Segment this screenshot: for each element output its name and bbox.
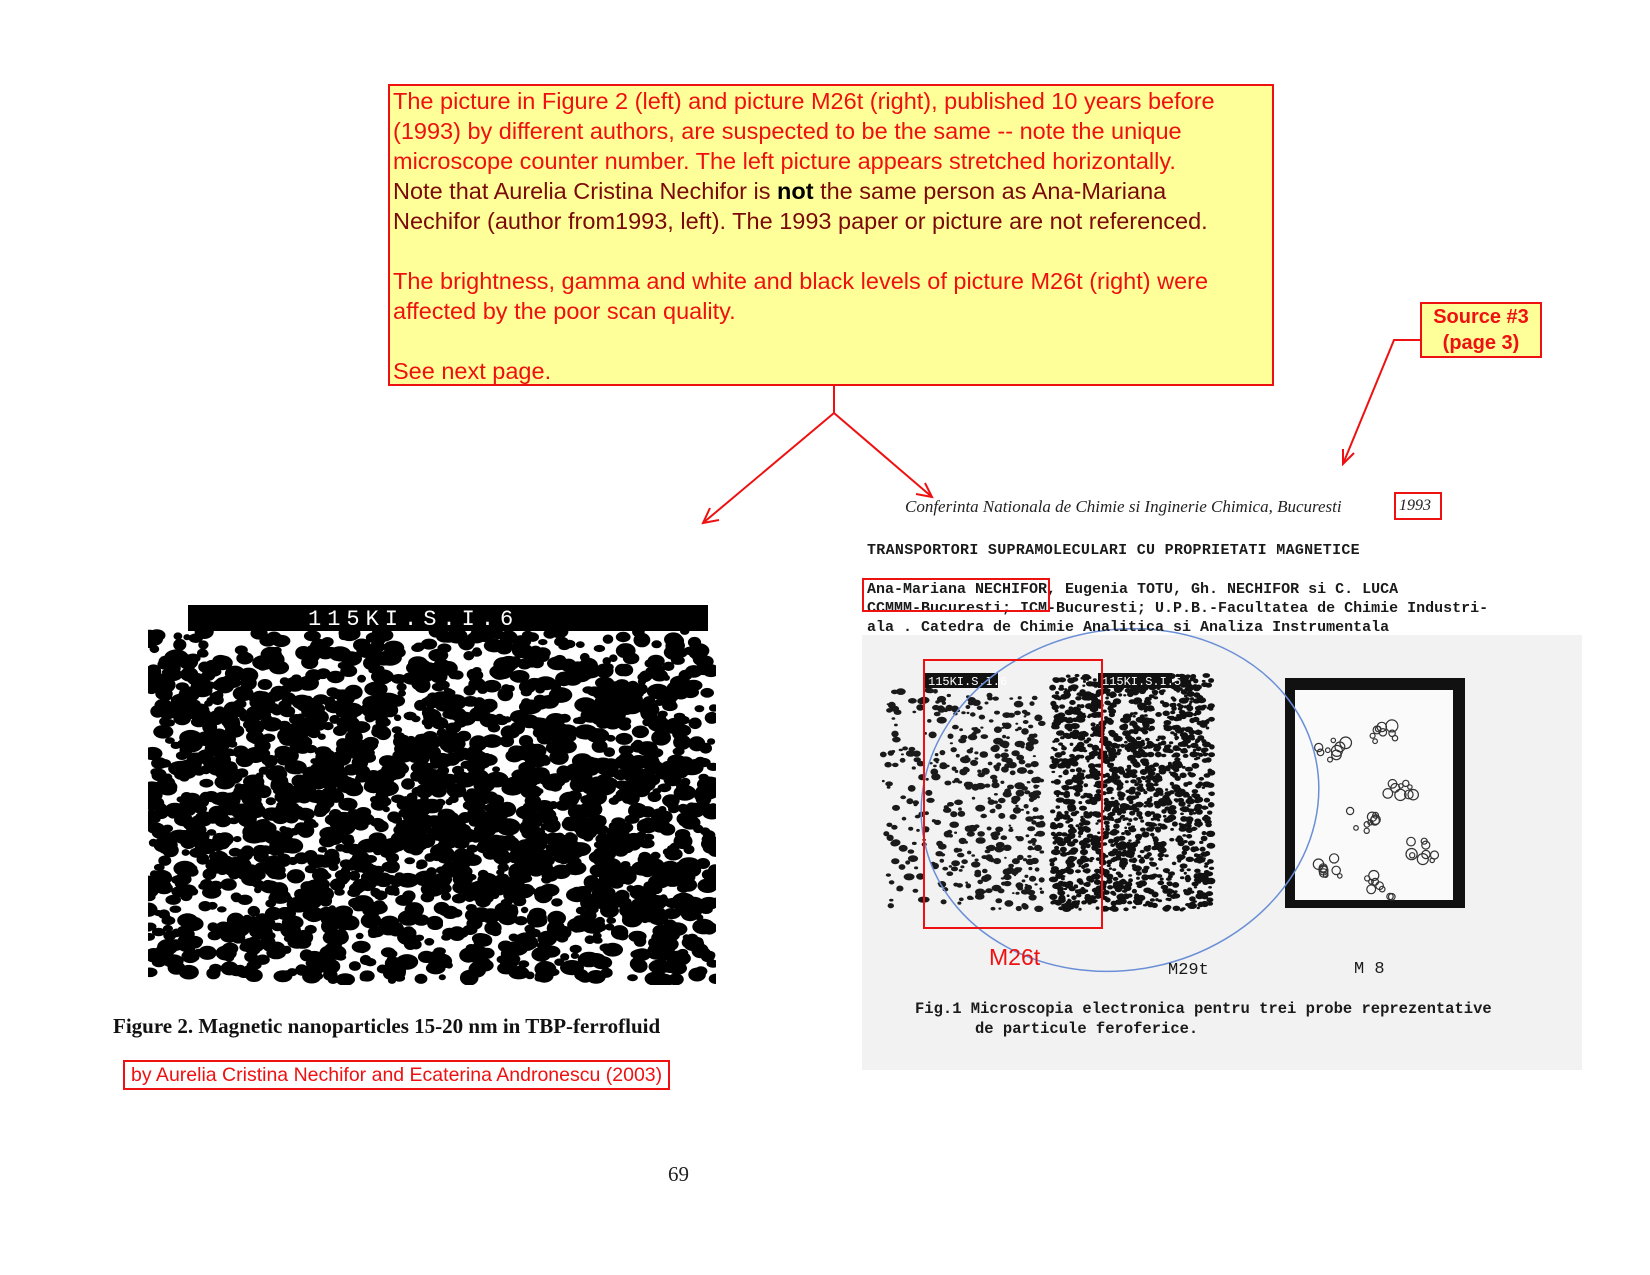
conference-line: Conferinta Nationala de Chimie si Inginerie Chimica, Bucuresti [905,497,1342,516]
m29t-label: M29t [1168,961,1209,980]
note-line-3: microscope counter number. The left picture appears stretched horizontally. [393,148,1176,174]
note-line-8: See next page. [393,358,552,384]
m29t-counter: 115KI.S.I.5 [1102,675,1182,689]
note-line-5: Nechifor (author from1993, left). The 1993 paper or picture are not referenced. [393,208,1208,234]
m26t-counter: 115KI.S.I.6 [928,675,1008,689]
scan-authors: Ana-Mariana NECHIFOR, Eugenia TOTU, Gh. NECHIFOR si C. LUCA [867,581,1399,598]
note-line-4: Note that Aurelia Cristina Nechifor is not the same person as Ana-Mariana [393,178,1167,204]
figure-2-micrograph [148,605,716,985]
nanoparticle-image [148,605,716,985]
page-number: 69 [668,1162,689,1186]
scan-affiliation-1: CCMMM-Bucuresti; ICM-Bucuresti; U.P.B.-Facultatea de Chimie Industri- [867,600,1489,617]
figure-2-byline: by Aurelia Cristina Nechifor and Ecaterina Andronescu (2003) [123,1060,670,1090]
m26t-highlight [923,659,1103,929]
scan-figure-caption-2: de particule feroferice. [975,1020,1199,1038]
m26t-label: M26t [989,944,1041,970]
note-line-6: The brightness, gamma and white and black levels of picture M26t (right) were [393,268,1209,294]
microscope-counter: 115KI.S.I.6 [308,607,520,632]
emphasis-not: not [777,178,814,204]
figure-2-caption: Figure 2. Magnetic nanoparticles 15-20 nm in TBP-ferrofluid [113,1014,661,1038]
year-highlight: 1993 [1394,492,1442,520]
scan-figure-caption: Fig.1 Microscopia electronica pentru trei probe reprezentative [915,1000,1492,1018]
scan-affiliation-2: ala . Catedra de Chimie Analitica si Analiza Instrumentala [867,619,1390,636]
source-label: Source #3 (page 3) [1420,302,1542,358]
note-line-1: The picture in Figure 2 (left) and picture M26t (right), published 10 years before [393,88,1215,114]
note-line-2: (1993) by different authors, are suspected to be the same -- note the unique [393,118,1182,144]
author-highlight [862,578,1050,612]
note-line-7: affected by the poor scan quality. [393,298,736,324]
scan-title: TRANSPORTORI SUPRAMOLECULARI CU PROPRIETATI MAGNETICE [867,542,1360,559]
m8-label: M 8 [1354,960,1385,979]
